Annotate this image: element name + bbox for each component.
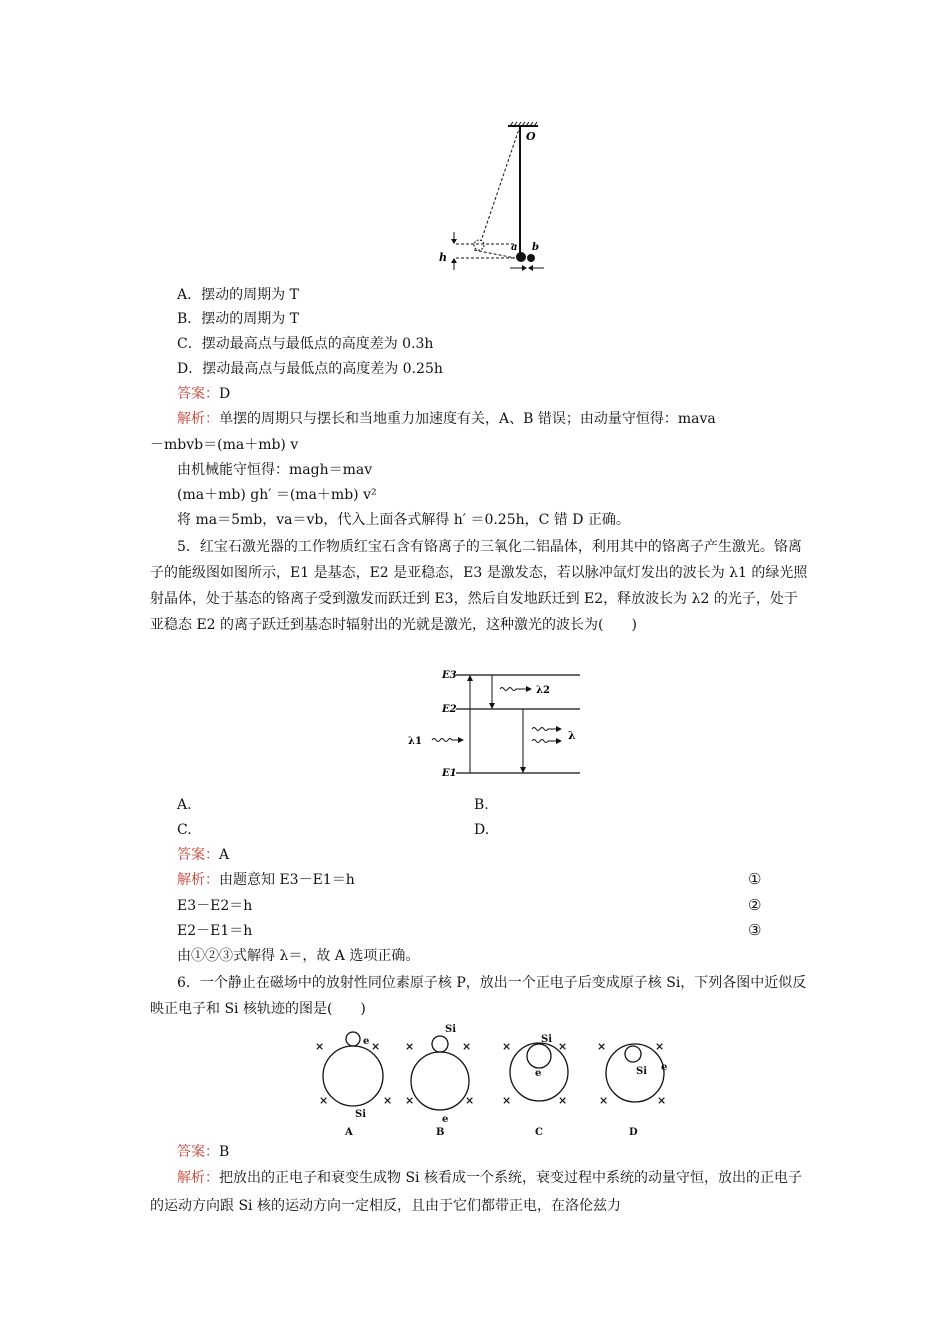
- q6-analysis: [150, 1164, 810, 1220]
- figure-d-big-label: e: [661, 1062, 668, 1073]
- figure-d-label: D: [629, 1127, 638, 1137]
- q5-stem: [150, 534, 810, 638]
- figure-c-small-label: Si: [541, 1034, 553, 1045]
- q6-analysis-label: 解析：: [177, 1170, 219, 1186]
- figure-a-small-label: e: [363, 1036, 370, 1047]
- cross-c3: ×: [502, 1094, 512, 1107]
- label-lambda2: λ2: [536, 685, 550, 696]
- q5-analysis-eq3: E2－E1＝h: [177, 923, 253, 939]
- figure-d: [597, 1040, 667, 1137]
- q4-answer-label: 答案：: [177, 386, 219, 402]
- figure-a-big-label: Si: [355, 1109, 367, 1120]
- q6-track-figures: [305, 1022, 675, 1137]
- label-e2: E2: [442, 704, 457, 715]
- ball-b-label: b: [532, 242, 539, 253]
- cross-a4: ×: [383, 1094, 393, 1107]
- q6-stem-text: 6．一个静止在磁场中的放射性同位素原子核 P，放出一个正电子后变成原子核 Si，下列各图中近似反映正电子和 Si 核轨迹的图是( ): [150, 975, 807, 1017]
- label-e3: E3: [442, 670, 457, 681]
- cross-a1: ×: [315, 1040, 325, 1053]
- q4-option-b: B．摆动的周期为 T: [177, 311, 300, 327]
- height-label: h: [439, 251, 447, 264]
- ball-a-label: a: [511, 242, 518, 253]
- pendulum-figure: [430, 120, 550, 275]
- q5-option-b: B.: [474, 797, 489, 813]
- q6-analysis-text: 把放出的正电子和衰变生成物 Si 核看成一个系统，衰变过程中系统的动量守恒，放出的正电子的运动方向跟 Si 核的运动方向一定相反，且由于它们都带正电，在洛伦兹力: [150, 1170, 802, 1214]
- q5-mark-1: ①: [748, 870, 762, 888]
- figure-b-big-label: e: [442, 1114, 449, 1125]
- q4-analysis-label: 解析：: [177, 411, 219, 427]
- q6-answer-label: 答案：: [177, 1144, 219, 1160]
- q5-mark-2: ②: [748, 896, 762, 914]
- q4-option-a: A．摆动的周期为 T: [177, 287, 299, 303]
- cross-b2: ×: [462, 1040, 472, 1053]
- q4-analysis-3: 由机械能守恒得：magh＝mav: [177, 462, 373, 478]
- cross-c4: ×: [558, 1094, 568, 1107]
- figure-a-label: A: [345, 1127, 353, 1137]
- q5-analysis-eq1: [177, 870, 355, 890]
- q4-answer-value: D: [219, 386, 231, 402]
- cross-c2: ×: [558, 1040, 568, 1053]
- q5-option-d: D.: [474, 822, 490, 838]
- energy-level-diagram: [400, 665, 590, 785]
- label-e1: E1: [442, 768, 457, 779]
- pivot-label: O: [526, 130, 536, 143]
- figure-b-small-label: Si: [445, 1024, 457, 1035]
- cross-a2: ×: [371, 1040, 381, 1053]
- q5-eq1-text: 由题意知 E3－E1＝h: [219, 872, 355, 888]
- q6-answer: [177, 1142, 229, 1162]
- cross-d1: ×: [597, 1040, 607, 1053]
- cross-b3: ×: [405, 1094, 415, 1107]
- figure-b: [405, 1024, 474, 1137]
- q4-option-d: D．摆动最高点与最低点的高度差为 0.25h: [177, 361, 443, 377]
- figure-d-small-label: Si: [636, 1066, 648, 1077]
- q5-stem-text: 5．红宝石激光器的工作物质红宝石含有铬离子的三氧化二铝晶体，利用其中的铬离子产生激光。铬离子的能级图如图所示，E1 是基态，E2 是亚稳态，E3 是激发态，若以脉冲氙灯发出的波长为 λ1 的绿光照射晶体，处于基态的铬离子受到激发而跃迁到 E3，然后自发地跃迁到 E2，释放波长为 λ2 的光子，处于亚稳态 E2 的离子跃迁到基态时辐射出的光就是激光，这种激光的波长为( ): [150, 539, 808, 633]
- q5-analysis-label: 解析：: [177, 872, 219, 888]
- cross-b4: ×: [465, 1094, 475, 1107]
- figure-c: [502, 1034, 568, 1137]
- q5-analysis-eq2: E3－E2＝h: [177, 898, 253, 914]
- q4-analysis-4: (ma＋mb) gh′ ＝(ma＋mb) v²: [177, 487, 377, 503]
- figure-c-label: C: [535, 1127, 543, 1137]
- q4-analysis-5: 将 ma＝5mb，va＝vb，代入上面各式解得 h′ ＝0.25h，C 错 D 正确。: [177, 512, 630, 528]
- cross-d2: ×: [655, 1040, 665, 1053]
- q5-option-c: C.: [177, 822, 192, 838]
- q4-analysis-1: [177, 409, 716, 429]
- q5-mark-3: ③: [748, 921, 762, 939]
- q5-answer: [177, 845, 229, 865]
- cross-c1: ×: [502, 1040, 512, 1053]
- label-lambda1: λ1: [408, 736, 422, 747]
- figure-b-label: B: [436, 1127, 445, 1137]
- q5-option-a: A.: [177, 797, 192, 813]
- q5-answer-label: 答案：: [177, 847, 219, 863]
- ball-b: [527, 254, 535, 262]
- q5-answer-value: A: [219, 847, 230, 863]
- figure-a: [315, 1032, 392, 1137]
- cross-d3: ×: [599, 1094, 609, 1107]
- figure-c-big-label: e: [535, 1068, 542, 1079]
- q4-analysis-text-1: 单摆的周期只与摆长和当地重力加速度有关，A、B 错误；由动量守恒得：mava: [219, 411, 716, 427]
- ball-a: [516, 252, 526, 262]
- cross-d4: ×: [657, 1094, 667, 1107]
- q4-answer: [177, 384, 230, 404]
- q4-option-c: C．摆动最高点与最低点的高度差为 0.3h: [177, 336, 434, 352]
- q5-conclusion: 由①②③式解得 λ＝，故 A 选项正确。: [177, 948, 420, 964]
- q6-stem: [150, 970, 810, 1022]
- label-lambda: λ: [568, 729, 576, 742]
- cross-a3: ×: [319, 1094, 329, 1107]
- cross-b1: ×: [405, 1040, 415, 1053]
- q4-analysis-2: －mbvb＝(ma＋mb) v: [150, 437, 299, 453]
- q6-answer-value: B: [219, 1144, 230, 1160]
